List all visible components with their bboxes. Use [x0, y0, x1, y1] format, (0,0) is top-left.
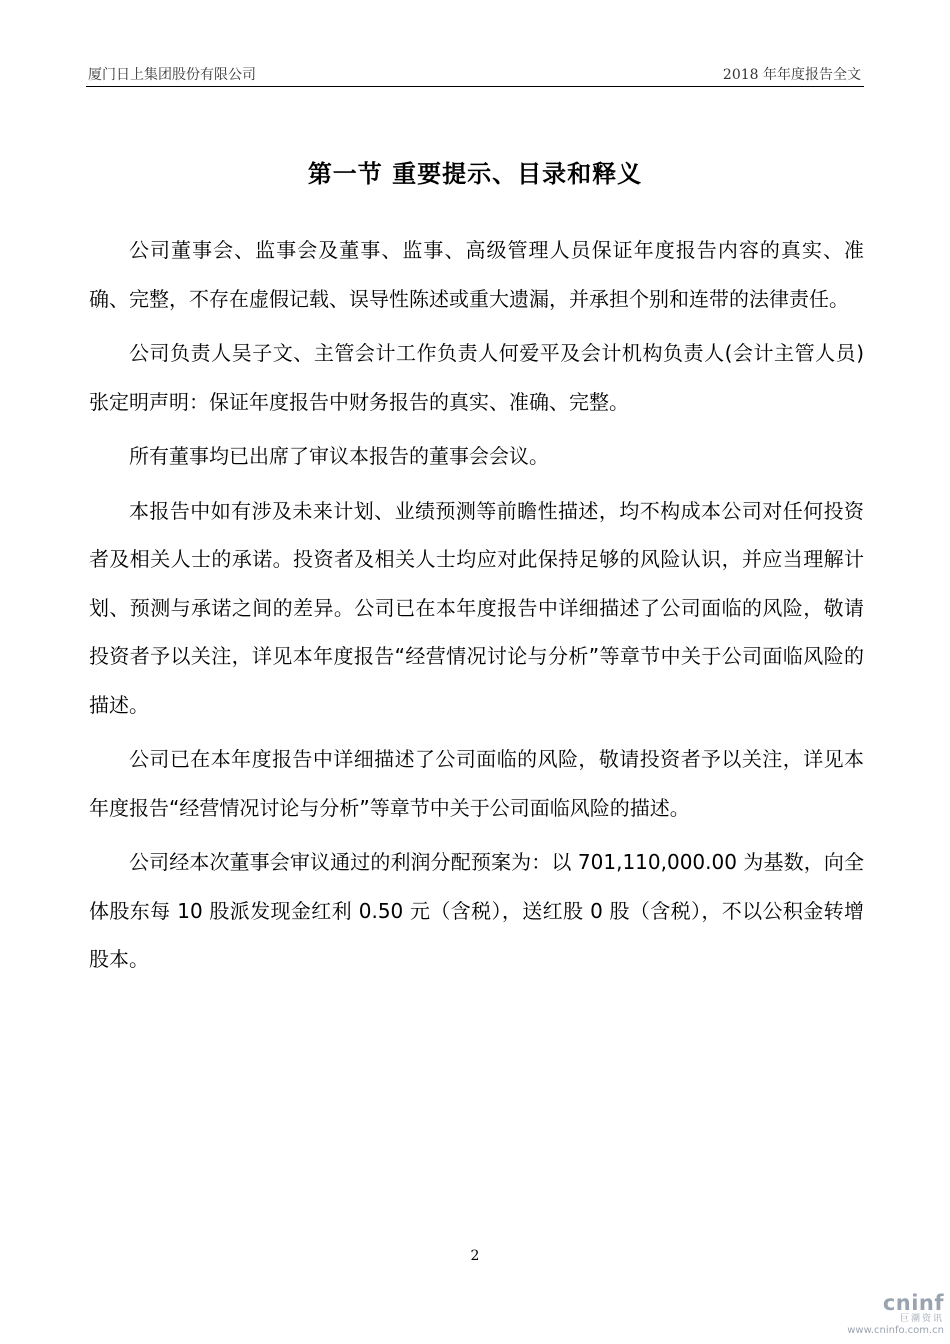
header-divider — [86, 86, 864, 87]
paragraph: 公司经本次董事会审议通过的利润分配预案为：以 701,110,000.00 为基数，向全体股东每 10 股派发现金红利 0.50 元（含税），送红股 0 股（含税），不以公积金转增股本。 — [89, 850, 864, 971]
paragraph: 公司负责人吴子文、主管会计工作负责人何爱平及会计机构负责人(会计主管人员)张定明声明：保证年度报告中财务报告的真实、准确、完整。 — [89, 341, 864, 414]
watermark-url: www.cninfo.com.cn — [847, 1325, 944, 1336]
header-report-title: 2018 年年度报告全文 — [722, 67, 861, 83]
paragraph: 公司董事会、监事会及董事、监事、高级管理人员保证年度报告内容的真实、准确、完整，不存在虚假记载、误导性陈述或重大遗漏，并承担个别和连带的法律责任。 — [89, 238, 864, 311]
cninfo-watermark — [834, 1291, 944, 1336]
paragraph: 所有董事均已出席了审议本报告的董事会会议。 — [129, 444, 549, 468]
header-company-name: 厦门日上集团股份有限公司 — [88, 67, 256, 83]
page-number: 2 — [470, 1248, 480, 1264]
section-title: 第一节 重要提示、目录和释义 — [307, 160, 643, 188]
paragraph: 本报告中如有涉及未来计划、业绩预测等前瞻性描述，均不构成本公司对任何投资者及相关人士的承诺。投资者及相关人士均应对此保持足够的风险认识，并应当理解计划、预测与承诺之间的差异。公司已在本年度报告中详细描述了公司面临的风险，敬请投资者予以关注，详见本年度报告“经营情况讨论与分析”等章节中关于公司面临风险的描述。 — [89, 498, 864, 717]
watermark-brand: cninf — [882, 1291, 944, 1315]
paragraph: 公司已在本年度报告中详细描述了公司面临的风险，敬请投资者予以关注，详见本年度报告“经营情况讨论与分析”等章节中关于公司面临风险的描述。 — [89, 747, 864, 820]
body-text — [89, 226, 864, 990]
watermark-subtitle: 巨潮资讯 — [899, 1314, 944, 1324]
